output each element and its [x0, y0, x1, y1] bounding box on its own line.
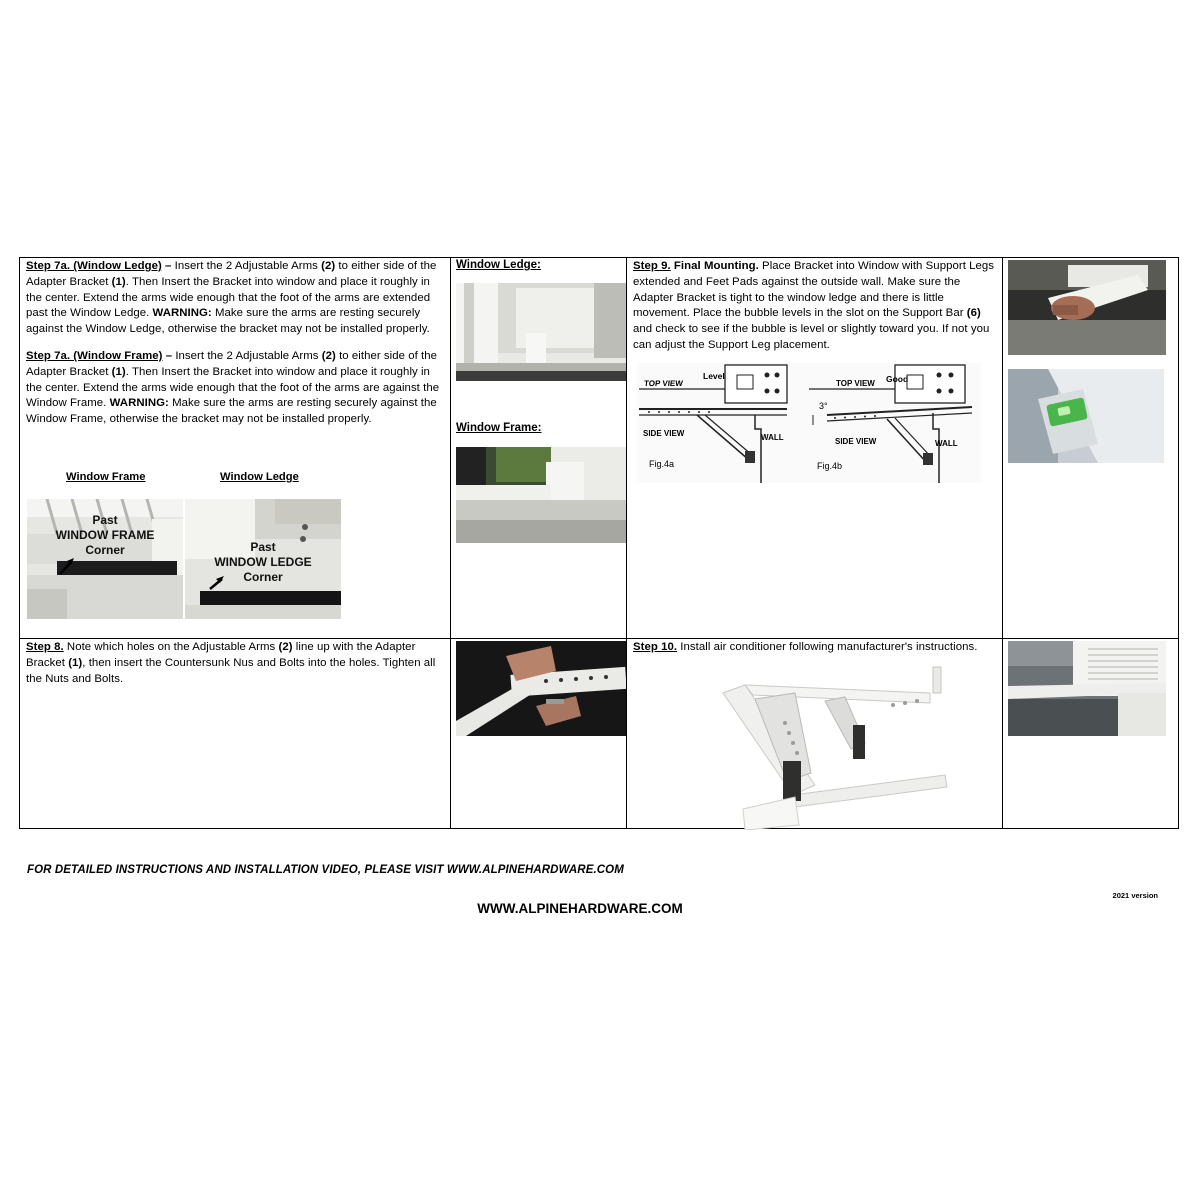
- step7a-ledge-text: Step 7a. (Window Ledge) – Insert the 2 Adjustable Arms (2) to either side of the Adapter Bracket (1). Then Insert the Bracket into window and place it roughly in the center. Extend the arms wide enough that the foot of the arms are extended past the Window Ledge. WARNING: Make sure the arms are resting securely against the Window Ledge, otherwise the bracket may not be installed properly.: [26, 260, 437, 336]
- footer-visit-text: FOR DETAILED INSTRUCTIONS AND INSTALLATION VIDEO, PLEASE VISIT WWW.ALPINEHARDWARE.COM: [27, 864, 624, 876]
- window-frame-caption: Window Frame:: [456, 422, 542, 434]
- window-ledge-closeup-photo: [456, 283, 626, 381]
- window-ledge-photo: [185, 499, 341, 619]
- version-label: 2021 version: [1112, 891, 1158, 900]
- window-frame-photo: [27, 499, 183, 619]
- installed-ac-photo: [1008, 641, 1166, 736]
- frame-overlay-text: Past WINDOW FRAME Corner: [55, 513, 155, 557]
- step7a-frame-text: Step 7a. (Window Frame) – Insert the 2 Adjustable Arms (2) to either side of the Adapter Bracket (1). Then Insert the Bracket into window and place it roughly in the center. Extend the arms wide enough that the foot of the arms are against the Window Frame. WARNING: Make sure the arms are resting securely against the Window Frame, otherwise the bracket may not be installed properly.: [26, 349, 440, 426]
- column-divider: [626, 258, 627, 828]
- window-frame-closeup-photo: [456, 447, 626, 543]
- step8-text: Step 8. Note which holes on the Adjustable Arms (2) line up with the Adapter Bracket (1), then insert the Countersunk Nus and Bolts into the holes. Tighten all the Nuts and Bolts.: [26, 641, 436, 685]
- window-ledge-photo-label: Window Ledge: [220, 471, 299, 483]
- row-divider: [20, 638, 1178, 639]
- tighten-bolts-photo: [456, 641, 626, 736]
- ledge-overlay-text: Past WINDOW LEDGE Corner: [214, 540, 312, 584]
- window-frame-photo-label: Window Frame: [66, 471, 146, 483]
- column-divider: [450, 258, 451, 828]
- instruction-table: [19, 257, 1179, 829]
- leveling-diagram: TOP VIEW Level SIDE VIEW WALL Fig.4a TOP VIEW Good 3° SIDE VIEW WALL Fig.4b: [637, 363, 981, 483]
- bracket-install-photo: [1008, 260, 1166, 355]
- step7a-section: [26, 259, 444, 439]
- footer-url[interactable]: WWW.ALPINEHARDWARE.COM: [477, 901, 683, 916]
- step10-text: Step 10. Install air conditioner following manufacturer's instructions.: [633, 641, 978, 653]
- step9-text: Step 9. Final Mounting. Place Bracket into Window with Support Legs extended and Feet Pads against the outside wall. Make sure the Adapter Bracket is tight to the window ledge and there is little movement. Place the bubble levels in the slot on the Support Bar (6) and check to see if the bubble is level or slightly toward you. If not you can adjust the Support Leg placement.: [633, 260, 995, 351]
- bracket-assembly-render: [715, 665, 950, 830]
- bubble-level-photo: [1008, 369, 1164, 463]
- column-divider: [1002, 258, 1003, 828]
- window-ledge-caption: Window Ledge:: [456, 259, 541, 271]
